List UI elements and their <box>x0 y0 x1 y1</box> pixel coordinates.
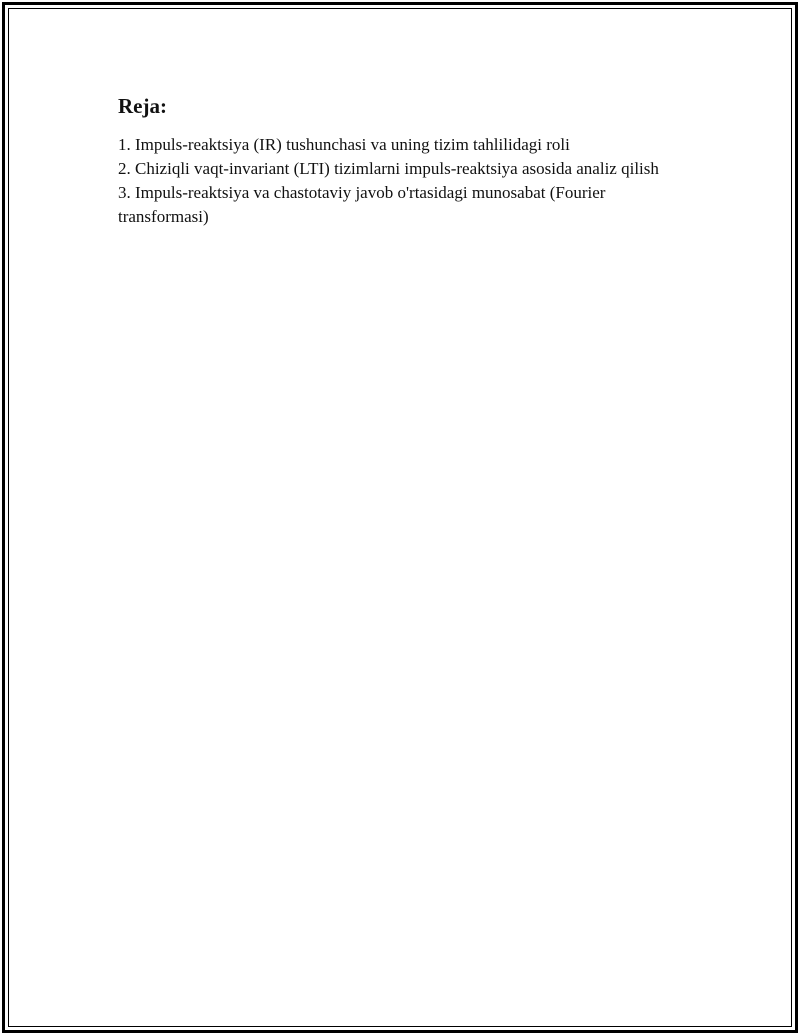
plan-item-1: 1. Impuls-reaktsiya (IR) tushunchasi va uning tizim tahlilidagi roli <box>118 135 570 154</box>
plan-list <box>118 133 678 229</box>
plan-item-3: 3. Impuls-reaktsiya va chastotaviy javob o'rtasidagi munosabat (Fourier transformasi) <box>118 183 606 226</box>
plan-heading: Reja: <box>118 94 167 118</box>
plan-item-2: 2. Chiziqli vaqt-invariant (LTI) tizimlarni impuls-reaktsiya asosida analiz qilish <box>118 159 659 178</box>
page-content <box>118 93 678 229</box>
